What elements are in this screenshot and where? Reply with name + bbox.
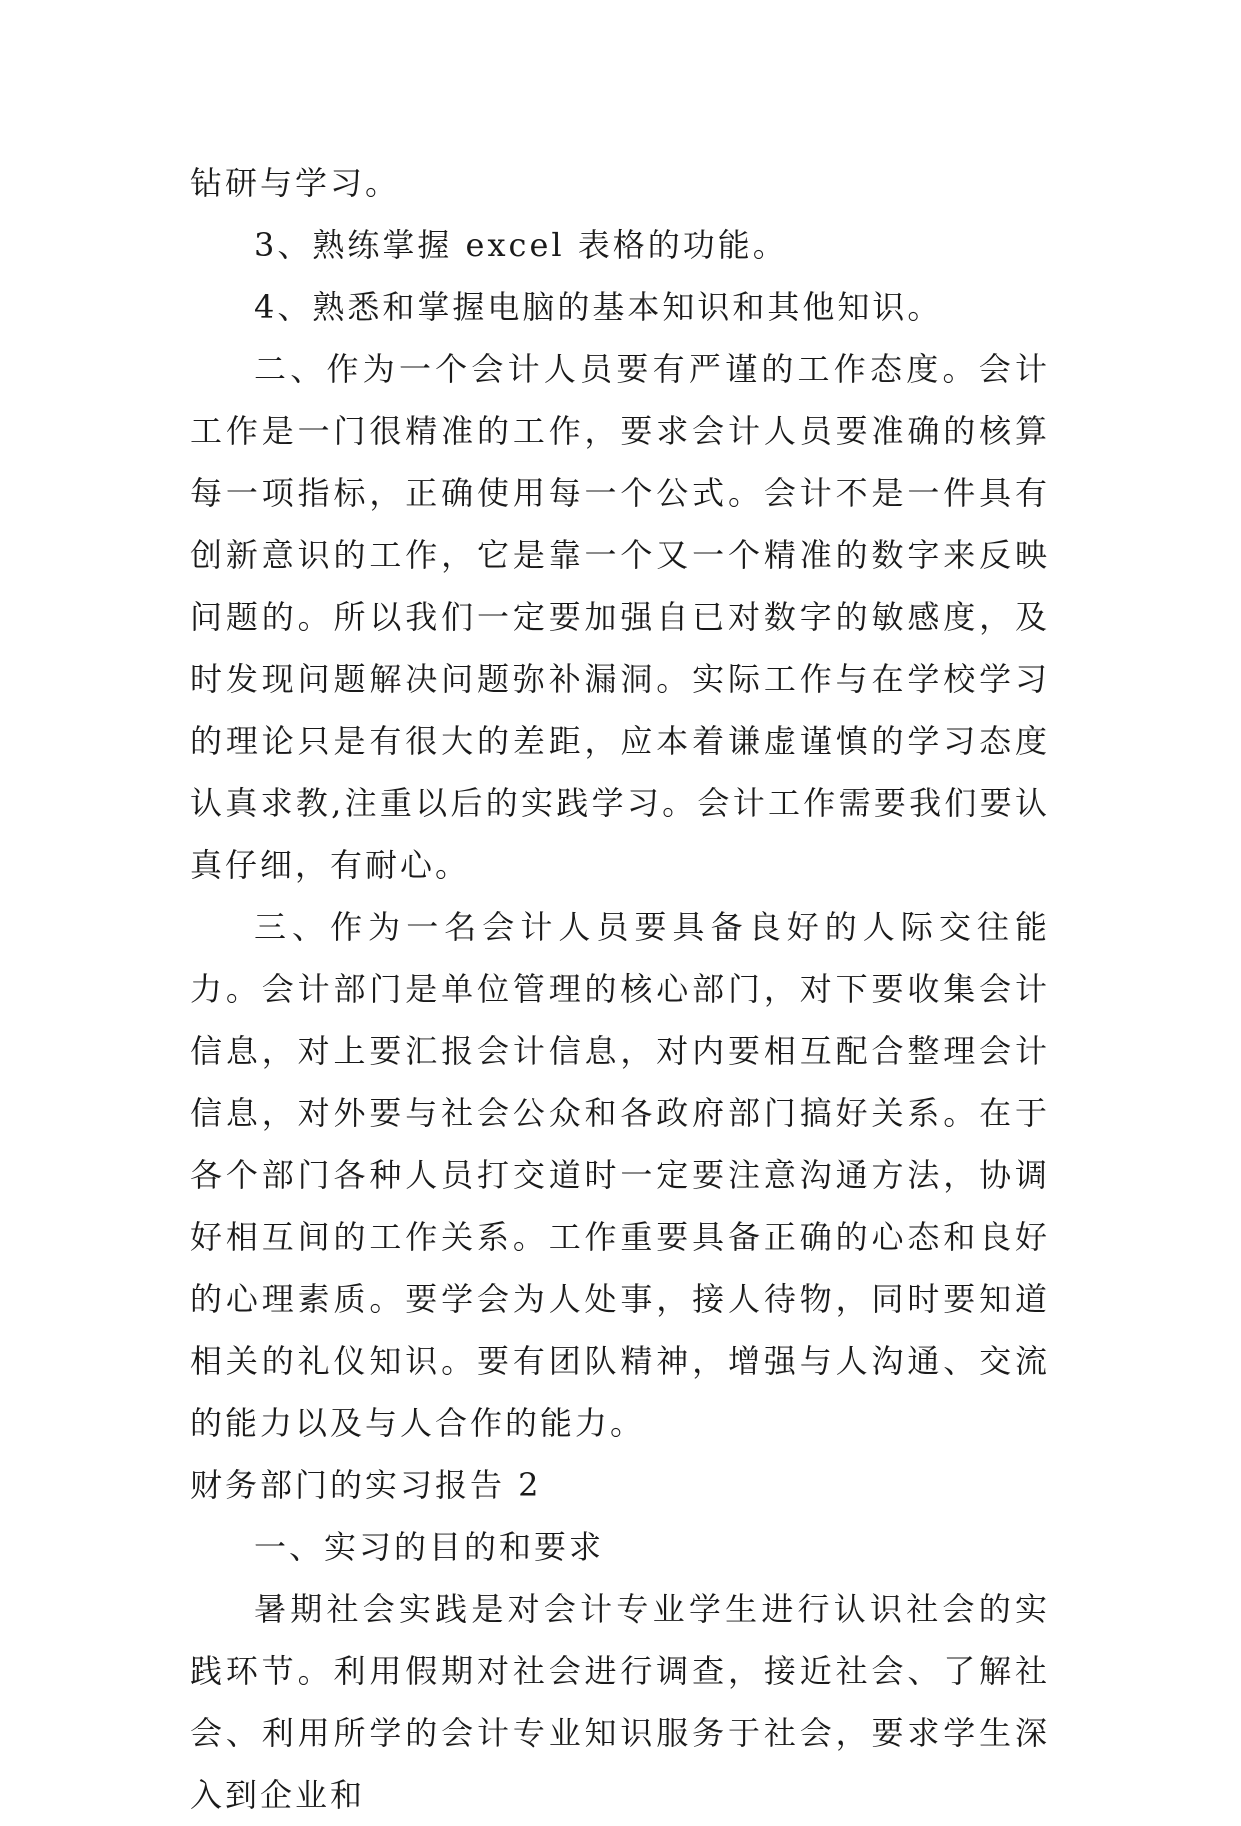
section-title-report-2: 财务部门的实习报告 2	[190, 1466, 542, 1504]
paragraph-interpersonal: 三、作为一名会计人员要具备良好的人际交往能力。会计部门是单位管理的核心部门，对下要收集会计信息，对上要汇报会计信息，对内要相互配合整理会计信息，对外要与社会公众和各政府部门搞好关系。在于各个部门各种人员打交道时一定要注意沟通方法，协调好相互间的工作关系。工作重要具备正确的心态和良好的心理素质。要学会为人处事，接人待物，同时要知道相关的礼仪知识。要有团队精神，增强与人沟通、交流的能力以及与人合作的能力。	[190, 908, 1050, 1442]
section-heading-purpose: 一、实习的目的和要求	[254, 1528, 605, 1566]
paragraph-summer-practice: 暑期社会实践是对会计专业学生进行认识社会的实践环节。利用假期对社会进行调查，接近社会、了解社会、利用所学的会计专业知识服务于社会，要求学生深入到企业和	[190, 1590, 1050, 1814]
list-item-computer: 4、熟悉和掌握电脑的基本知识和其他知识。	[254, 288, 943, 326]
paragraph-continuation: 钻研与学习。	[190, 164, 401, 202]
paragraph-work-attitude: 二、作为一个会计人员要有严谨的工作态度。会计工作是一门很精准的工作，要求会计人员要准确的核算每一项指标，正确使用每一个公式。会计不是一件具有创新意识的工作，它是靠一个又一个精准的数字来反映问题的。所以我们一定要加强自已对数字的敏感度，及时发现问题解决问题弥补漏洞。实际工作与在学校学习的理论只是有很大的差距，应本着谦虚谨慎的学习态度认真求教,注重以后的实践学习。会计工作需要我们要认真仔细，有耐心。	[190, 350, 1050, 884]
list-item-excel: 3、熟练掌握 excel 表格的功能。	[254, 226, 788, 264]
document-body	[190, 152, 1050, 1826]
